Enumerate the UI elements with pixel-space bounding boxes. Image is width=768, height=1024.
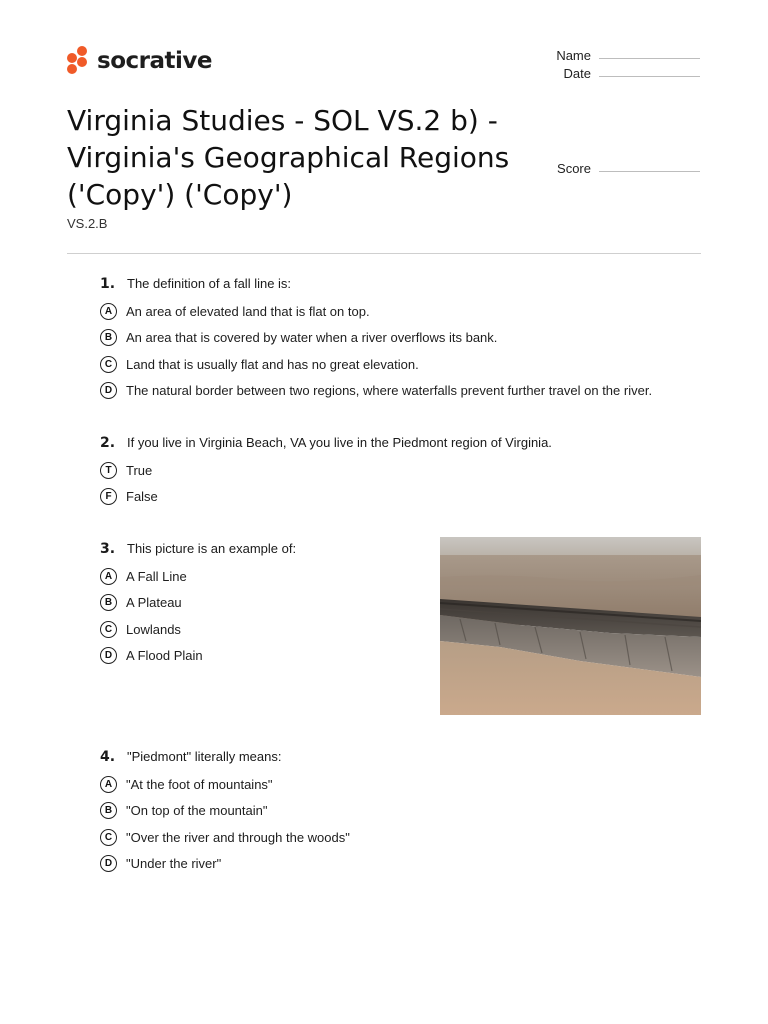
question-prompt: If you live in Virginia Beach, VA you live in the Piedmont region of Virginia. [127, 435, 552, 450]
date-field [543, 66, 700, 81]
answer-text: "Over the river and through the woods" [126, 829, 350, 845]
answer-option[interactable] [100, 771, 350, 798]
answer-bubble[interactable]: B [100, 802, 117, 819]
answer-bubble[interactable]: A [100, 303, 117, 320]
date-label: Date [563, 66, 591, 81]
name-field [543, 48, 700, 63]
answer-bubble[interactable]: D [100, 855, 117, 872]
answer-option[interactable] [100, 643, 296, 670]
question-prompt: This picture is an example of: [127, 541, 297, 556]
name-line [599, 57, 700, 59]
answer-text: An area that is covered by water when a river overflows its bank. [126, 330, 498, 346]
answer-bubble[interactable]: A [100, 568, 117, 585]
question-4 [100, 749, 350, 877]
question-4-header [100, 749, 350, 765]
answer-option[interactable] [100, 851, 350, 878]
answer-text: A Flood Plain [126, 648, 203, 664]
question-1 [100, 276, 652, 404]
answer-option[interactable] [100, 351, 652, 378]
answer-option[interactable] [100, 563, 296, 590]
answer-text: "At the foot of mountains" [126, 776, 273, 792]
standard-code: VS.2.B [67, 216, 108, 231]
answer-text: "On top of the mountain" [126, 803, 268, 819]
header-divider [67, 253, 701, 254]
date-line [599, 75, 700, 77]
question-3 [100, 541, 296, 669]
answer-bubble[interactable]: C [100, 356, 117, 373]
answer-text: A Plateau [126, 595, 182, 611]
answer-option[interactable] [100, 616, 296, 643]
answer-text: A Fall Line [126, 568, 187, 584]
question-1-header [100, 276, 652, 292]
socrative-logo-icon [67, 45, 91, 77]
title-line-2: Virginia's Geographical Regions [67, 141, 510, 174]
name-label: Name [556, 48, 591, 63]
question-number: 3. [100, 541, 116, 557]
answer-option[interactable] [100, 298, 652, 325]
question-2 [100, 435, 552, 510]
answer-option[interactable] [100, 798, 350, 825]
plateau-photo [440, 537, 701, 715]
score-field [543, 161, 700, 176]
answer-bubble[interactable]: B [100, 329, 117, 346]
answer-text: Lowlands [126, 621, 181, 637]
answer-option[interactable] [100, 325, 652, 352]
answer-text: "Under the river" [126, 856, 222, 872]
answer-bubble[interactable]: D [100, 382, 117, 399]
answer-bubble[interactable]: C [100, 621, 117, 638]
question-number: 2. [100, 435, 116, 451]
answer-bubble[interactable]: A [100, 776, 117, 793]
quiz-title [67, 102, 537, 213]
answer-option[interactable] [100, 824, 350, 851]
socrative-logo [67, 45, 212, 77]
answer-bubble[interactable]: C [100, 829, 117, 846]
score-line [599, 170, 700, 172]
question-number: 4. [100, 749, 116, 765]
score-label: Score [557, 161, 591, 176]
question-number: 1. [100, 276, 116, 292]
answer-option[interactable] [100, 378, 652, 405]
title-line-1: Virginia Studies - SOL VS.2 b) - [67, 104, 498, 137]
answer-text: An area of elevated land that is flat on top. [126, 303, 370, 319]
answer-text: False [126, 489, 158, 505]
answer-bubble[interactable]: F [100, 488, 117, 505]
answer-text: The natural border between two regions, where waterfalls prevent further travel on the river. [126, 383, 653, 399]
answer-option[interactable] [100, 590, 296, 617]
answer-option[interactable] [100, 457, 552, 484]
question-prompt: "Piedmont" literally means: [127, 749, 282, 764]
question-3-header [100, 541, 296, 557]
answer-option[interactable] [100, 484, 552, 511]
answer-bubble[interactable]: D [100, 647, 117, 664]
title-line-3: ('Copy') ('Copy') [67, 178, 293, 211]
answer-bubble[interactable]: T [100, 462, 117, 479]
question-prompt: The definition of a fall line is: [127, 276, 292, 291]
brand-name: socrative [97, 48, 212, 74]
question-2-header [100, 435, 552, 451]
answer-text: True [126, 462, 153, 478]
plateau-photo-illustration [440, 537, 701, 715]
answer-text: Land that is usually flat and has no great elevation. [126, 356, 419, 372]
answer-bubble[interactable]: B [100, 594, 117, 611]
